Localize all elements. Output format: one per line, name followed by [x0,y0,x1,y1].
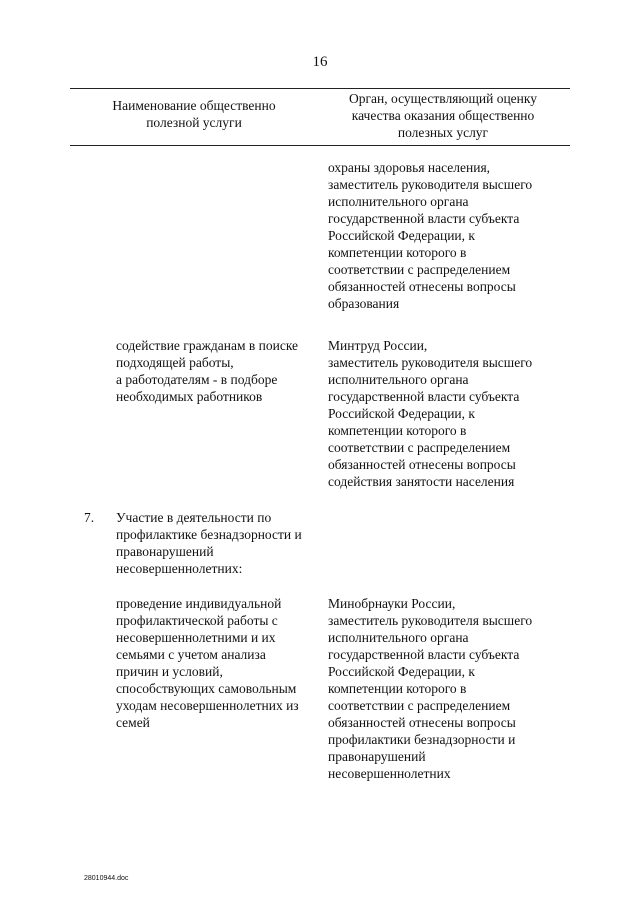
item-number: 7. [84,510,95,525]
text-line: образования [328,296,400,311]
text-line: государственной власти субъекта [328,647,520,662]
text-line: исполнительного органа [328,372,469,387]
text-line: правонарушений [328,749,426,764]
text-line: Участие в деятельности по [116,510,272,525]
column-header-service-name [84,97,304,131]
employment-authority-cell [328,337,532,490]
text-line: профилактике безнадзорности и [116,527,302,542]
text-line: обязанностей отнесены вопросы [328,715,516,730]
text-line: соответствии с распределением [328,440,511,455]
text-line: способствующих самовольным [116,681,297,696]
header-line: качества оказания общественно [351,108,535,123]
text-line: семей [116,715,150,730]
prevention-service-cell [116,595,299,731]
text-line: исполнительного органа [328,194,469,209]
prevention-authority-cell [328,595,532,782]
text-line: профилактики безнадзорности и [328,732,516,747]
text-line: обязанностей отнесены вопросы [328,457,516,472]
header-line: Наименование общественно [112,98,276,113]
text-line: Российской Федерации, к [328,406,475,421]
text-line: проведение индивидуальной [116,596,282,611]
text-line: государственной власти субъекта [328,211,520,226]
text-line: профилактической работы с [116,613,278,628]
text-line: Минтруд России, [328,338,428,353]
table-header-bottom-rule [70,145,570,146]
text-line: подходящей работы, [116,355,234,370]
text-line: а работодателям - в подборе [116,372,278,387]
text-line: несовершеннолетних [328,766,451,781]
table-header-top-rule [70,88,570,89]
text-line: несовершеннолетних: [116,561,243,576]
text-line: компетенции которого в [328,423,467,438]
text-line: Минобрнауки России, [328,596,456,611]
page-number: 16 [312,54,328,70]
header-line: полезных услуг [397,125,489,140]
column-header-assessing-authority [323,90,563,141]
file-name-footer: 28010944.doc [84,875,129,882]
text-line: заместитель руководителя высшего [328,613,533,628]
text-line: заместитель руководителя высшего [328,177,533,192]
text-line: правонарушений [116,544,214,559]
text-line: заместитель руководителя высшего [328,355,533,370]
header-line: Орган, осуществляющий оценку [348,91,538,106]
text-line: соответствии с распределением [328,262,511,277]
continuation-authority-cell [328,159,532,312]
text-line: государственной власти субъекта [328,389,520,404]
text-line: семьями с учетом анализа [116,647,266,662]
text-line: Российской Федерации, к [328,664,475,679]
header-line: полезной услуги [146,115,242,130]
text-line: содействие гражданам в поиске [116,338,299,353]
text-line: компетенции которого в [328,681,467,696]
text-line: необходимых работников [116,389,263,404]
employment-service-cell [116,337,298,405]
text-line: соответствии с распределением [328,698,511,713]
item-7-title-cell [116,509,302,577]
text-line: несовершеннолетними и их [116,630,276,645]
text-line: уходам несовершеннолетних из [116,698,299,713]
text-line: компетенции которого в [328,245,467,260]
text-line: причин и условий, [116,664,223,679]
text-line: обязанностей отнесены вопросы [328,279,516,294]
text-line: исполнительного органа [328,630,469,645]
text-line: Российской Федерации, к [328,228,475,243]
text-line: охраны здоровья населения, [328,160,491,175]
text-line: содействия занятости населения [328,474,515,489]
